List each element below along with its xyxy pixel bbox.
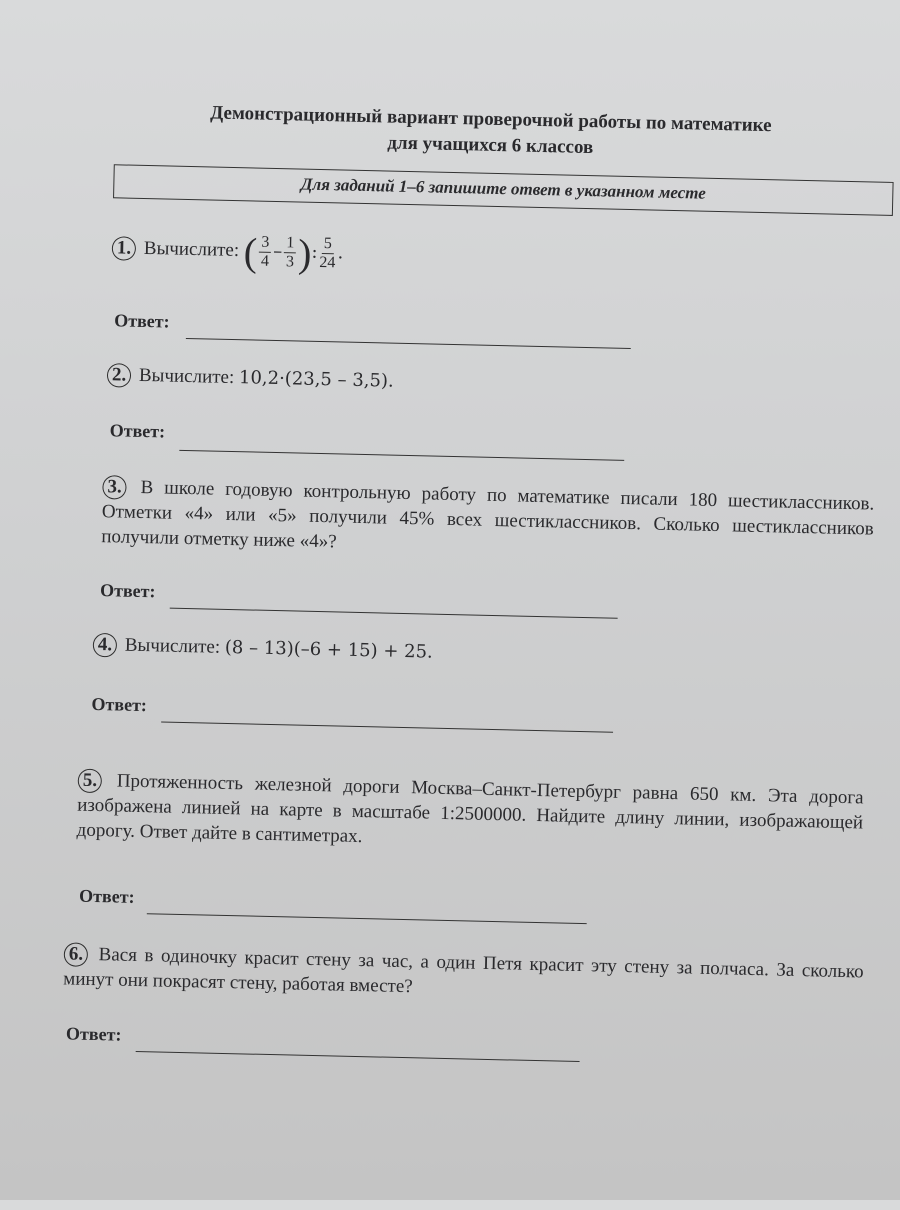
numerator: 5 [322,235,334,254]
answer-label: Ответ: [109,420,166,442]
task-text: Вася в одиночку красит стену за час, а один Петя красит эту стену за полчаса. За сколько минут они покрасят стену, работая вместе? [63,944,864,998]
task-text: В школе годовую контрольную работу по математике писали 180 шестиклассников. Отметки «4» или «5» получили 45% всех шестиклассников. Сколько шестиклассников получили отметку ниже «4»? [101,476,875,553]
task-text: Вычислите: [124,634,221,658]
task-number: 1. [112,236,137,261]
task-3 [101,474,875,566]
fraction [284,234,297,271]
close-paren: ) [297,230,313,276]
task-5 [76,768,863,861]
task-text: Вычислите: [143,237,240,261]
answer-line[interactable] [147,913,587,924]
answer-label: Ответ: [78,885,135,907]
instruction-box: Для заданий 1–6 запишите ответ в указанном месте [113,164,894,216]
answer-label: Ответ: [91,693,148,716]
answer-line[interactable] [186,338,631,349]
open-paren: ( [243,229,258,275]
answer-label: Ответ: [65,1023,122,1045]
task-text: Протяженность железной дороги Москва–Санкт-Петербург равна 650 км. Эта дорога изображена линией на карте в масштабе 1:2500000. Найдите длину линии, изображающей дорогу. Ответ дайте в сантиметрах. [76,770,864,848]
answer-label: Ответ: [114,310,170,332]
numerator: 3 [259,234,271,253]
numerator: 1 [284,234,296,253]
task-expression: (8 – 13)(–6 + 15) + 25. [224,636,434,663]
answer-label: Ответ: [99,580,156,602]
task-4 [93,632,433,665]
denominator: 3 [285,253,295,271]
answer-line[interactable] [179,450,624,461]
minus-sign: – [272,240,283,262]
task-number: 6. [64,942,89,967]
division-sign: : [311,241,318,263]
task-number: 3. [102,475,127,500]
period: . [337,242,344,264]
answer-line[interactable] [161,721,613,732]
task-number: 2. [107,363,132,388]
answer-line[interactable] [136,1051,580,1062]
denominator: 4 [260,252,270,270]
fraction [259,234,272,271]
fraction [319,235,336,272]
task-number: 4. [93,633,118,658]
task-6 [63,941,864,1009]
task-text: Вычислите: [138,364,235,389]
page-subtitle: для учащихся 6 классов [387,132,594,159]
denominator: 24 [319,253,336,272]
task-2 [107,362,394,393]
task-number: 5. [78,769,103,794]
task-expression: 10,2·(23,5 – 3,5). [238,367,394,392]
task-1 [111,229,344,276]
answer-line[interactable] [170,608,618,619]
page-title: Демонстрационный вариант проверочной работы по математике [209,102,772,137]
